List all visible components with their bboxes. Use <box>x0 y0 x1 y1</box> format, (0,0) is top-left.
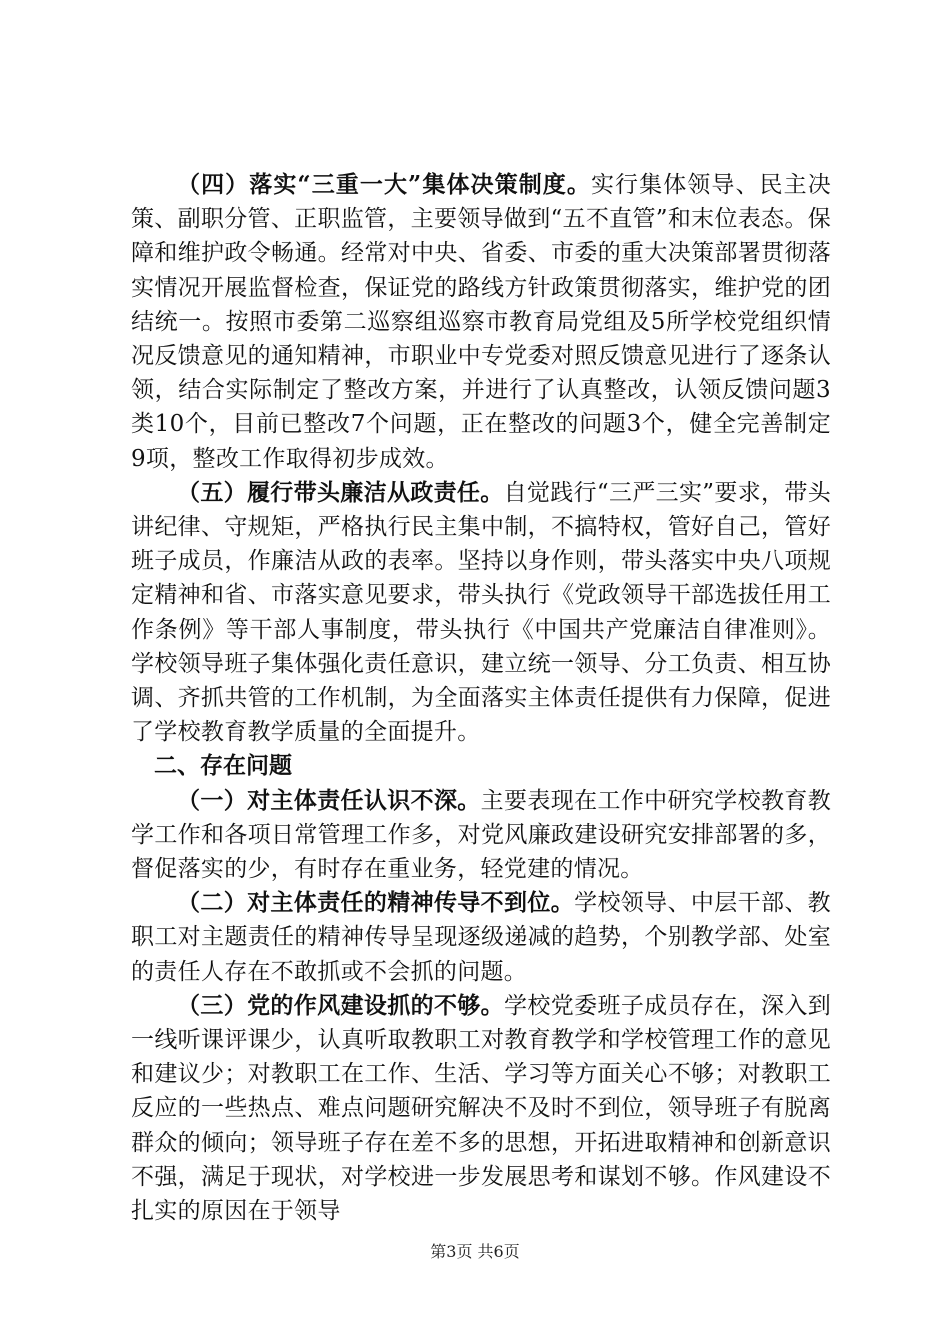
paragraph-heading: （二）对主体责任的精神传导不到位。 <box>177 889 575 917</box>
paragraph-heading: （一）对主体责任认识不深。 <box>177 786 481 814</box>
paragraph-heading: （三）党的作风建设抓的不够。 <box>177 991 505 1019</box>
paragraph-text: 主要表现在工作中研究学校教育教学工作和各项日常管理工作多，对党风廉政建设研究安排部署的多，督促落实的少，有时存在重业务，轻党建的情况。 <box>131 787 831 883</box>
issue-one <box>131 784 831 887</box>
paragraph-text: 学校领导、中层干部、教职工对主题责任的精神传导呈现逐级递减的趋势，个别教学部、处室的责任人存在不敢抓或不会抓的问题。 <box>131 890 831 985</box>
paragraph-four <box>131 168 831 476</box>
paragraph-text: 自觉践行“三严三实”要求，带头讲纪律、守规矩，严格执行民主集中制，不搞特权，管好自己，管好班子成员，作廉洁从政的表率。坚持以身作则，带头落实中央八项规定精神和省、市落实意见要求，带头执行《党政领导干部选拔任用工作条例》等干部人事制度，带头执行《中国共产党廉洁自律准则》。学校领导班子集体强化责任意识，建立统一领导、分工负责、相互协调、齐抓共管的工作机制，为全面落实主体责任提供有力保障，促进了学校教育教学质量的全面提升。 <box>131 479 831 746</box>
page-number-footer: 第3页 共6页 <box>430 1242 520 1261</box>
paragraph-heading: （四）落实“三重一大”集体决策制度。 <box>177 171 591 198</box>
issue-two <box>131 886 831 989</box>
section-title: 二、存在问题 <box>154 752 292 780</box>
paragraph-heading: （五）履行带头廉洁从政责任。 <box>177 478 504 506</box>
paragraph-five <box>131 476 831 750</box>
document-body <box>131 168 831 1228</box>
issue-three <box>131 989 831 1228</box>
paragraph-text: 学校党委班子成员存在，深入到一线听课评课少，认真听取教职工对教育教学和学校管理工作的意见和建议少；对教职工在工作、生活、学习等方面关心不够；对教职工反应的一些热点、难点问题研究解决不及时不到位，领导班子有脱离群众的倾向；领导班子存在差不多的思想，开拓进取精神和创新意识不强，满足于现状，对学校进一步发展思考和谋划不够。作风建设不扎实的原因在于领导 <box>131 992 831 1225</box>
paragraph-text: 实行集体领导、民主决策、副职分管、正职监管，主要领导做到“五不直管”和末位表态。保障和维护政令畅通。经常对中央、省委、市委的重大决策部署贯彻落实情况开展监督检查，保证党的路线方针政策贯彻落实，维护党的团结统一。按照市委第二巡察组巡察市教育局党组及5所学校党组织情况反馈意见的通知精神，市职业中专党委对照反馈意见进行了逐条认领，结合实际制定了整改方案，并进行了认真整改，认领反馈问题3类10个，目前已整改7个问题，正在整改的问题3个，健全完善制定9项，整改工作取得初步成效。 <box>131 172 832 472</box>
